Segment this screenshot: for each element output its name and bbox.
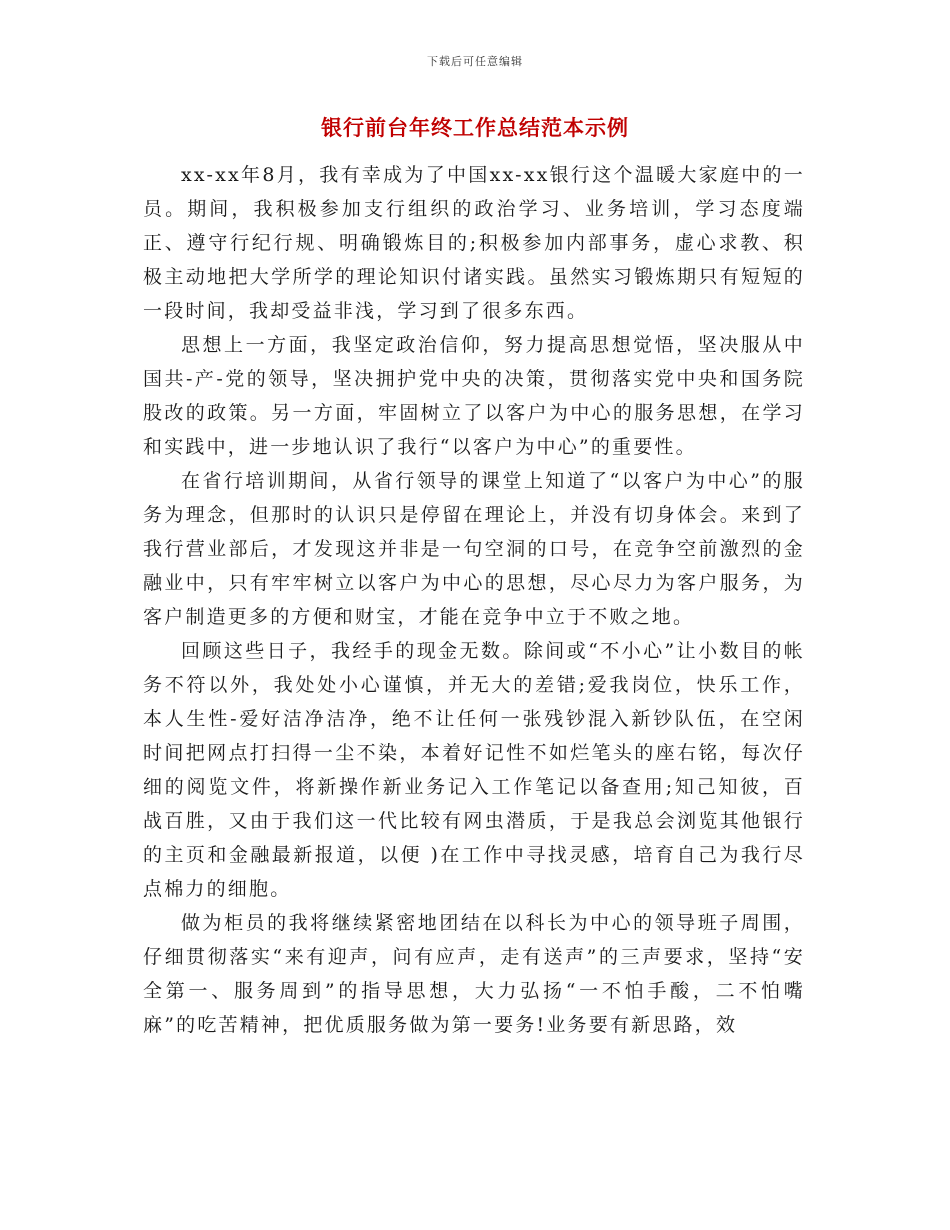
document-title: 银行前台年终工作总结范本示例 <box>321 115 629 140</box>
paragraph: 做为柜员的我将继续紧密地团结在以科长为中心的领导班子周围，仔细贯彻落实“来有迎声，问有应声，走有送声”的三声要求，坚持“安全第一、服务周到”的指导思想，大力弘扬“一不怕手酸，二不怕嘴麻”的吃苦精神，把优质服务做为第一要务!业务要有新思路，效 <box>143 912 805 1036</box>
paragraph: xx-xx年8月，我有幸成为了中国xx-xx银行这个温暖大家庭中的一员。期间，我积极参加支行组织的政治学习、业务培训，学习态度端正、遵守行纪行规、明确锻炼目的;积极参加内部事务，虚心求教、积极主动地把大学所学的理论知识付诸实践。虽然实习锻炼期只有短短的一段时间，我却受益非浅，学习到了很多东西。 <box>143 164 805 322</box>
paragraph: 回顾这些日子，我经手的现金无数。除间或“不小心”让小数目的帐务不符以外，我处处小心谨慎，并无大的差错;爱我岗位，快乐工作，本人生性-爱好洁净洁净，绝不让任何一张残钞混入新钞队伍，在空闲时间把网点打扫得一尘不染，本着好记性不如烂笔头的座右铭，每次仔细的阅览文件，将新操作新业务记入工作笔记以备查用;知己知彼，百战百胜，又由于我们这一代比较有网虫潜质，于是我总会浏览其他银行的主页和金融最新报道，以便 )在工作中寻找灵感，培育自己为我行尽点棉力的细胞。 <box>143 640 805 900</box>
paragraph: 思想上一方面，我坚定政治信仰，努力提高思想觉悟，坚决服从中国共-产-党的领导，坚决拥护党中央的决策，贯彻落实党中央和国务院股改的政策。另一方面，牢固树立了以客户为中心的服务思想，在学习和实践中，进一步地认识了我行“以客户为中心”的重要性。 <box>143 334 805 458</box>
document-body <box>143 158 805 1042</box>
header-note: 下载后可任意编辑 <box>427 55 523 68</box>
paragraph: 在省行培训期间，从省行领导的课堂上知道了“以客户为中心”的服务为理念，但那时的认识只是停留在理论上，并没有切身体会。来到了我行营业部后，才发现这并非是一句空洞的口号，在竞争空前激烈的金融业中，只有牢牢树立以客户为中心的思想，尽心尽力为客户服务，为客户制造更多的方便和财宝，才能在竞争中立于不败之地。 <box>143 470 805 628</box>
